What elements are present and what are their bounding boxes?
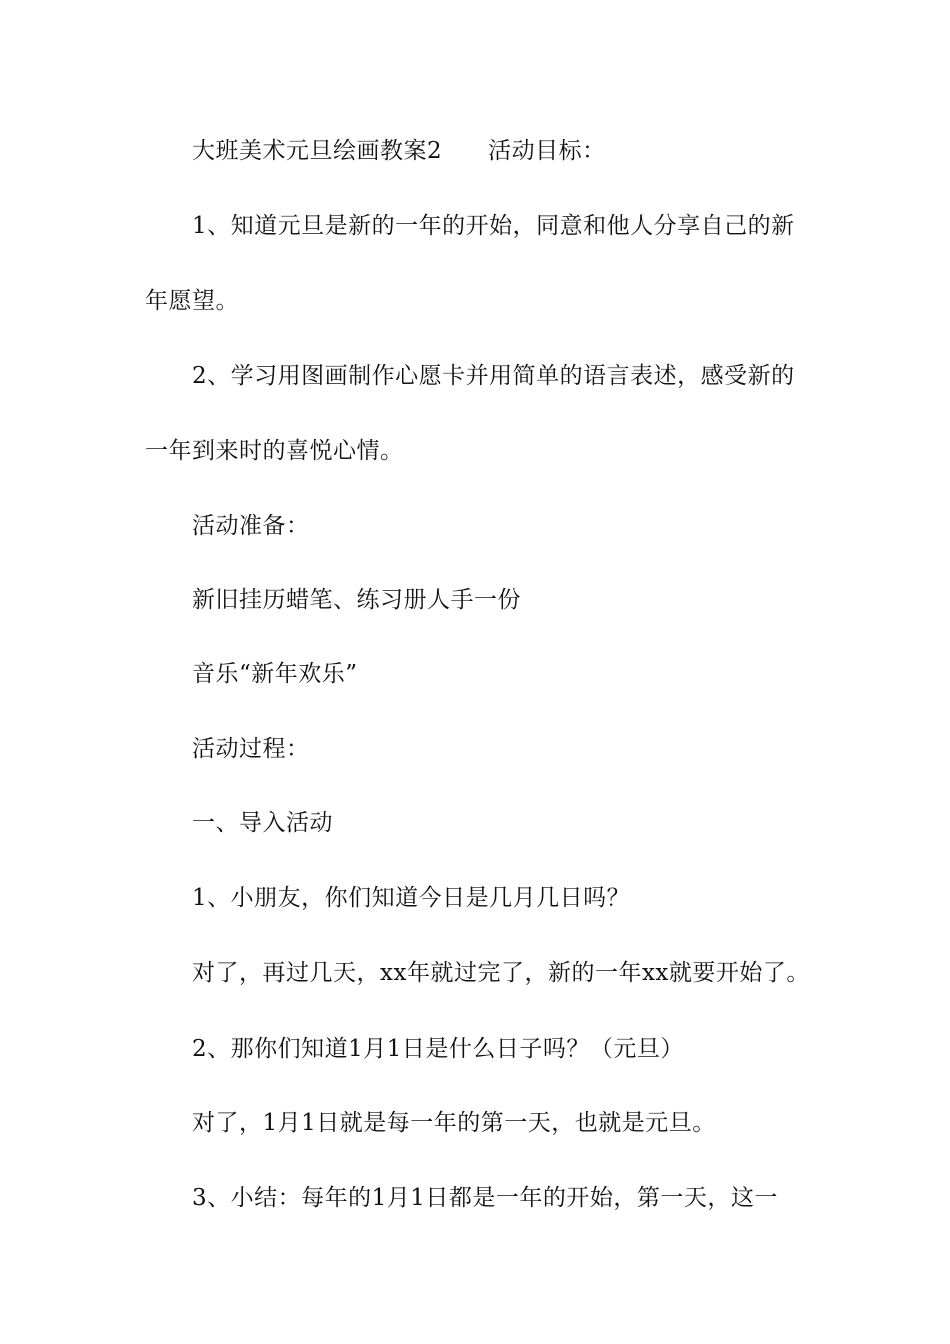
subsection-heading: 一、导入活动 [192,810,333,836]
document-title-line [192,136,606,166]
paragraph-line: 对了，再过几天，xx年就过完了，新的一年xx就要开始了。 [192,960,810,986]
paragraph-line: 音乐“新年欢乐” [192,661,358,687]
document-title: 大班美术元旦绘画教案2 [192,138,443,164]
paragraph-line: 3、小结：每年的1月1日都是一年的开始，第一天，这一 [192,1185,778,1211]
section-heading-process: 活动过程： [192,736,310,762]
paragraph-line: 新旧挂历蜡笔、练习册人手一份 [192,587,521,613]
paragraph-line: 2、学习用图画制作心愿卡并用简单的语言表述，感受新的 [192,363,795,389]
section-heading-preparation: 活动准备： [192,513,310,539]
paragraph-line: 对了，1月1日就是每一年的第一天，也就是元旦。 [192,1110,716,1136]
paragraph-line: 1、小朋友，你们知道今日是几月几日吗？ [192,885,631,911]
section-heading-goals: 活动目标： [488,138,606,164]
paragraph-line: 1、知道元旦是新的一年的开始，同意和他人分享自己的新 [192,213,795,239]
paragraph-line: 年愿望。 [145,288,239,314]
paragraph-line: 一年到来时的喜悦心情。 [145,438,404,464]
paragraph-line: 2、那你们知道1月1日是什么日子吗？（元旦） [192,1036,684,1062]
